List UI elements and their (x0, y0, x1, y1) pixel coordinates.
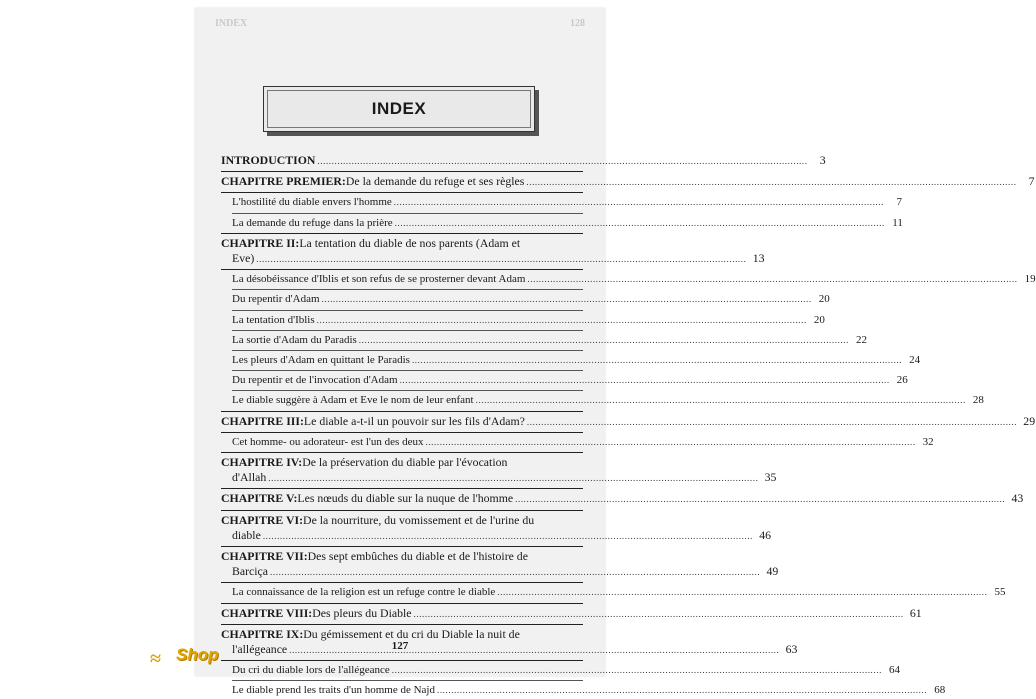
dot-leader (392, 663, 882, 678)
dot-leader (527, 415, 1017, 430)
toc-chapter-entry[interactable] (221, 512, 772, 544)
toc-chapter-entry[interactable] (221, 455, 777, 486)
entry-title: La demande du refuge dans la prière (232, 216, 393, 229)
entry-title: Du repentir d'Adam (232, 293, 320, 306)
entry-title: Du cri du diable lors de l'allégeance (232, 664, 390, 677)
entry-page: 64 (888, 664, 900, 677)
dot-leader (527, 272, 1017, 287)
entry-separator (232, 350, 583, 351)
entry-description: Des pleurs du Diable (312, 605, 412, 620)
entry-separator (221, 411, 583, 412)
entry-separator (232, 289, 583, 290)
toc-sub-entry[interactable] (221, 663, 900, 678)
entry-title: L'hostilité du diable envers l'homme (232, 196, 392, 209)
entry-separator (232, 680, 583, 681)
entry-description: De la demande du refuge et ses règles (345, 174, 525, 189)
entry-title: La désobéissance d'Iblis et son refus de se prosterner devant Adam (232, 273, 526, 286)
entry-separator (221, 582, 583, 583)
entry-page: 35 (764, 470, 777, 485)
entry-separator (232, 370, 583, 371)
toc-sub-entry[interactable] (221, 353, 921, 368)
entry-page: 32 (922, 435, 934, 448)
toc-chapter-entry[interactable] (221, 605, 922, 622)
entry-description: Les nœuds du diable sur la nuque de l'homme (297, 491, 514, 506)
entry-page: 3 (819, 153, 826, 167)
toc-sub-entry[interactable] (221, 393, 984, 408)
entry-page: 68 (934, 684, 946, 697)
entry-continuation: l'allégeance (232, 642, 288, 657)
entry-title: La connaissance de la religion est un refuge contre le diable (232, 586, 496, 599)
dot-leader (256, 252, 746, 267)
toc-chapter-entry[interactable] (221, 549, 779, 580)
ghost-header-left: INDEX (215, 18, 248, 29)
dot-leader (317, 313, 807, 328)
entry-title: La tentation d'Iblis (232, 313, 315, 326)
toc-sub-entry[interactable] (221, 683, 946, 698)
entry-title: La sortie d'Adam du Paradis (232, 333, 357, 346)
shop-logo: Shop (176, 645, 219, 664)
entry-continuation: diable (232, 527, 261, 542)
entry-page: 7 (896, 196, 902, 209)
index-title-box (263, 86, 535, 132)
entry-continuation: Barciça (232, 564, 269, 579)
entry-title: Le diable prend les traits d'un homme de Najd (232, 684, 435, 697)
page-number: 127 (391, 640, 409, 652)
entry-title: CHAPITRE V: (221, 491, 298, 506)
entry-page: 11 (892, 216, 903, 229)
entry-separator (221, 432, 583, 433)
entry-title: CHAPITRE IX: (221, 626, 304, 641)
entry-separator (221, 603, 583, 604)
entry-separator (232, 390, 583, 391)
entry-separator (232, 330, 583, 331)
entry-separator (221, 510, 583, 511)
toc-chapter-entry[interactable] (221, 491, 1024, 507)
toc-sub-entry[interactable] (221, 585, 1006, 600)
table-of-contents (221, 153, 1036, 699)
entry-separator (221, 660, 583, 661)
entry-page: 61 (909, 605, 922, 620)
dot-leader (322, 292, 812, 307)
entry-title: CHAPITRE PREMIER: (221, 174, 346, 189)
index-title: INDEX (371, 99, 427, 118)
dot-leader (400, 373, 890, 388)
dot-leader (437, 683, 927, 698)
logo-swirl-icon: ≈ (150, 648, 161, 670)
toc-sub-entry[interactable] (221, 313, 825, 328)
entry-title: Les pleurs d'Adam en quittant le Paradis (232, 354, 410, 367)
dot-leader (270, 565, 760, 580)
dot-leader (497, 585, 987, 600)
dot-leader (476, 393, 966, 408)
entry-title: CHAPITRE VI: (221, 512, 304, 527)
toc-chapter-entry[interactable] (221, 174, 1035, 190)
toc-chapter-entry[interactable] (221, 153, 826, 169)
entry-title: CHAPITRE VIII: (221, 605, 313, 620)
toc-sub-entry[interactable] (221, 216, 903, 231)
dot-leader (263, 529, 753, 544)
entry-page: 13 (752, 251, 765, 266)
entry-page: 20 (818, 293, 830, 306)
entry-separator (221, 233, 583, 234)
book-page (195, 8, 1036, 697)
entry-description: De la préservation du diable par l'évocation (302, 455, 508, 470)
dot-leader (526, 175, 1016, 190)
toc-sub-entry[interactable] (221, 373, 908, 388)
entry-title: CHAPITRE III: (221, 413, 304, 428)
toc-chapter-entry[interactable] (221, 235, 765, 267)
entry-page: 7 (1028, 174, 1035, 189)
toc-sub-entry[interactable] (221, 272, 1036, 287)
dot-leader (425, 435, 915, 450)
dot-leader (394, 195, 884, 210)
entry-title: CHAPITRE II: (221, 235, 300, 250)
entry-page: 29 (1023, 413, 1036, 428)
toc-sub-entry[interactable] (221, 435, 934, 450)
entry-page: 49 (766, 564, 779, 579)
dot-leader (414, 607, 904, 622)
toc-sub-entry[interactable] (221, 333, 867, 348)
entry-separator (232, 310, 583, 311)
toc-chapter-entry[interactable] (221, 413, 1036, 430)
entry-continuation: d'Allah (232, 470, 267, 485)
dot-leader (395, 216, 885, 231)
entry-page: 22 (856, 333, 867, 346)
entry-continuation: Eve) (232, 251, 255, 266)
dot-leader (515, 492, 1005, 507)
dot-leader (268, 471, 758, 486)
entry-separator (221, 624, 583, 625)
entry-title: CHAPITRE IV: (221, 455, 303, 470)
entry-page: 24 (909, 354, 921, 367)
entry-title: Du repentir et de l'invocation d'Adam (232, 374, 398, 387)
entry-separator (221, 452, 583, 453)
entry-page: 28 (972, 394, 984, 407)
entry-page: 63 (785, 642, 798, 657)
entry-title: Cet homme- ou adorateur- est l'un des deux (232, 435, 424, 448)
entry-description: Du gémissement et du cri du Diable la nuit de (303, 626, 520, 641)
entry-separator (221, 269, 583, 270)
entry-page: 43 (1011, 491, 1024, 506)
dot-leader (412, 353, 902, 368)
entry-separator (221, 192, 583, 193)
entry-separator (221, 488, 583, 489)
entry-description: La tentation du diable de nos parents (Adam et (299, 235, 521, 250)
entry-page: 26 (896, 374, 908, 387)
entry-page: 46 (759, 527, 772, 542)
toc-sub-entry[interactable] (221, 195, 902, 210)
entry-description: Des sept embûches du diable et de l'histoire de (307, 549, 528, 564)
entry-title: Le diable suggère à Adam et Eve le nom de leur enfant (232, 394, 474, 407)
entry-title: INTRODUCTION (221, 153, 316, 167)
entry-page: 55 (994, 586, 1006, 599)
dot-leader (359, 333, 849, 348)
entry-separator (221, 546, 583, 547)
entry-title: CHAPITRE VII: (221, 549, 308, 564)
entry-separator (232, 213, 583, 214)
toc-sub-entry[interactable] (221, 292, 830, 307)
entry-description: De la nourriture, du vomissement et de l'urine du (303, 512, 535, 527)
dot-leader (317, 154, 807, 169)
ghost-header-right: 128 (570, 18, 585, 29)
entry-page: 19 (1024, 273, 1036, 286)
bleed-through-text (215, 16, 585, 31)
entry-page: 20 (813, 313, 825, 326)
entry-description: Le diable a-t-il un pouvoir sur les fils d'Adam? (303, 413, 525, 428)
entry-separator (221, 171, 583, 172)
